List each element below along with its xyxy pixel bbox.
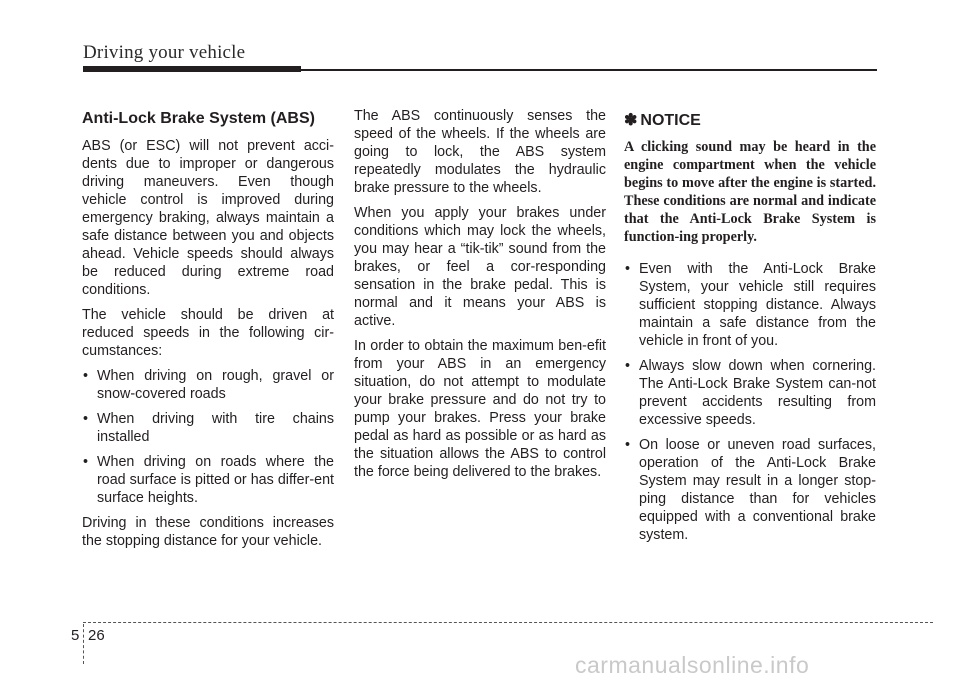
paragraph: Driving in these conditions increases the stopping distance for your vehicle. (82, 515, 334, 549)
list-item-text: Even with the Anti-Lock Brake System, your vehicle still requires sufficient stopping distance. Always maintain a safe distance from the vehicle in front of you. (639, 261, 876, 349)
notice-label: NOTICE (640, 112, 701, 129)
bullet-list (82, 367, 334, 507)
bullet-icon: • (83, 411, 89, 427)
footer-divider (83, 624, 84, 664)
paragraph: The ABS continuously senses the speed of the wheels. If the wheels are going to lock, the ABS system repeatedly modulates the hydraulic brake pressure to the wheels. (354, 108, 606, 196)
list-item (82, 367, 334, 403)
asterisk-icon: ✽ (624, 112, 638, 129)
list-item-text: Always slow down when cornering. The Anti-Lock Brake System can-not prevent accidents resulting from excessive speeds. (639, 358, 876, 428)
bullet-icon: • (83, 454, 89, 470)
bullet-icon: • (625, 358, 631, 374)
list-item (624, 357, 876, 429)
bullet-icon: • (625, 437, 631, 453)
column-left (82, 110, 334, 557)
header-title: Driving your vehicle (83, 42, 246, 63)
list-item (82, 453, 334, 507)
bullet-list (624, 260, 876, 544)
column-right (624, 110, 876, 551)
list-item (624, 436, 876, 544)
header-rule-thick (83, 66, 301, 72)
section-heading: Anti-Lock Brake System (ABS) (82, 110, 315, 127)
bullet-icon: • (625, 261, 631, 277)
list-item-text: When driving on rough, gravel or snow-covered roads (97, 368, 334, 402)
list-item-text: When driving with tire chains installed (97, 411, 334, 445)
list-item-text: On loose or uneven road surfaces, operation of the Anti-Lock Brake System may result in a longer stop-ping distance than for vehicles equipped with a conventional brake system. (639, 437, 876, 543)
list-item (82, 410, 334, 446)
paragraph: When you apply your brakes under conditions which may lock the wheels, you may hear a “tik-tik” sound from the brakes, or feel a cor-responding sensation in the brake pedal. This is normal and it means your ABS is active. (354, 205, 606, 329)
column-middle (354, 107, 606, 488)
list-item-text: When driving on roads where the road surface is pitted or has differ-ent surface heights. (97, 454, 334, 506)
bullet-icon: • (83, 368, 89, 384)
notice-heading (624, 110, 876, 130)
paragraph: ABS (or ESC) will not prevent acci-dents due to improper or dangerous driving maneuvers. Even though vehicle control is improved during emergency braking, always maintain a safe distance between you and objects ahead. Vehicle speeds should always be reduced during extreme road conditions. (82, 138, 334, 298)
paragraph: In order to obtain the maximum ben-efit from your ABS in an emergency situation, do not attempt to modulate your brake pressure and do not try to pump your brakes. Press your brake pedal as hard as possible or as hard as the situation allows the ABS to control the force being delivered to the brakes. (354, 338, 606, 480)
paragraph: The vehicle should be driven at reduced speeds in the following cir-cumstances: (82, 307, 334, 359)
list-item (624, 260, 876, 350)
watermark: carmanualsonline.info (575, 652, 810, 678)
footer-rule (83, 622, 933, 623)
notice-body: A clicking sound may be heard in the engine compartment when the vehicle begins to move after the engine is started. These conditions are normal and indicate that the Anti-Lock Brake System is function-ing properly. (624, 139, 876, 245)
chapter-number: 5 (71, 627, 80, 644)
header-rule-thin (301, 69, 877, 71)
page-number: 26 (88, 627, 105, 644)
